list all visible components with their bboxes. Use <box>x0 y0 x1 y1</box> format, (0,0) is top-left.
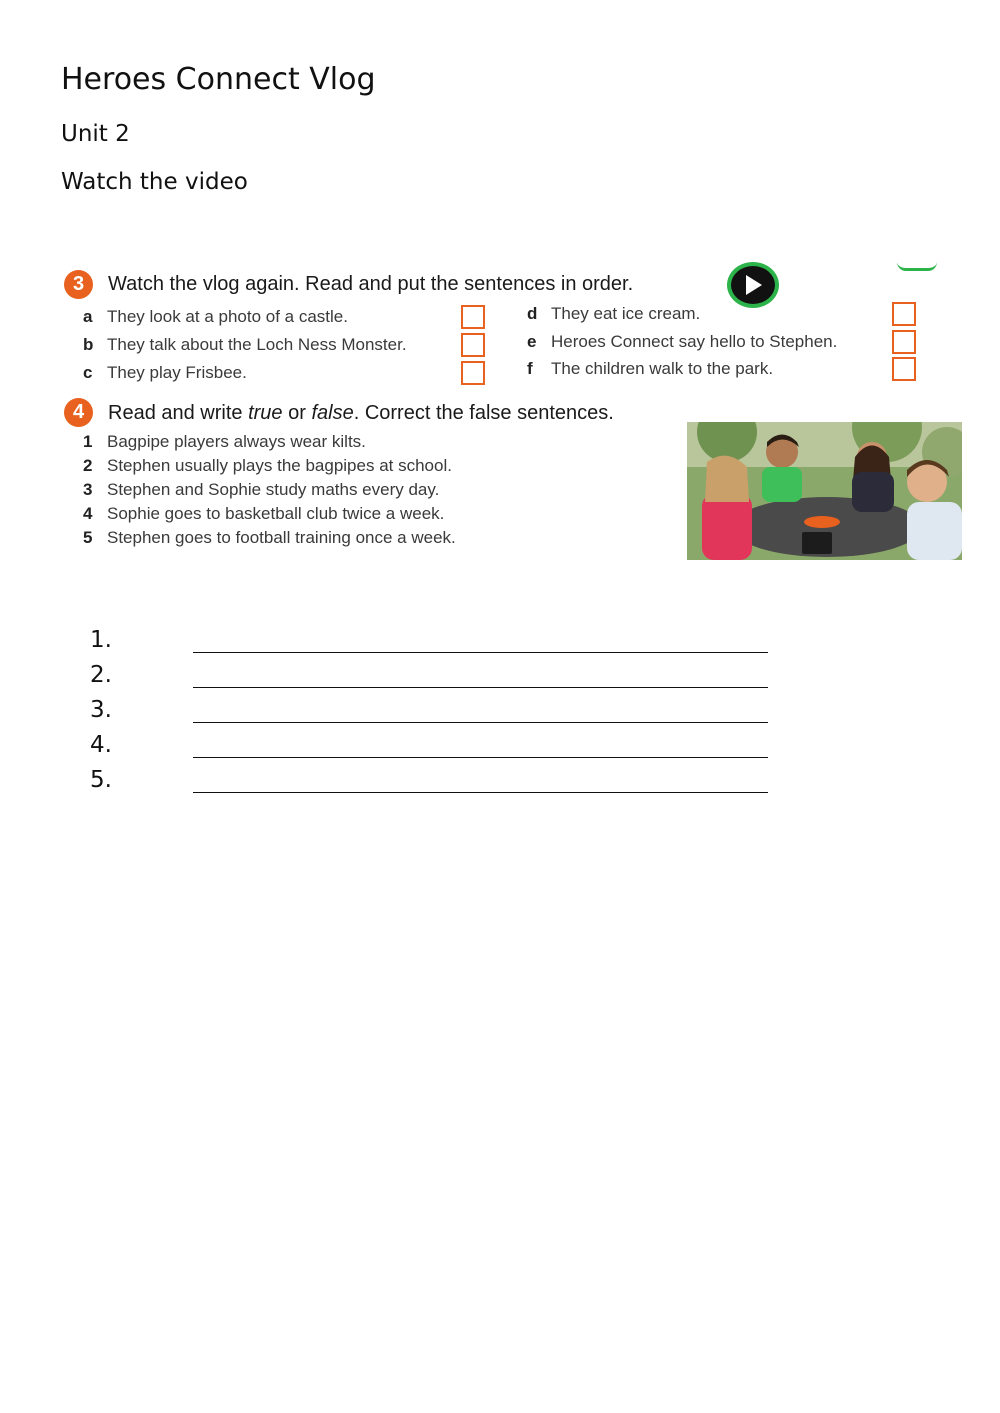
ex3-answer-box-c[interactable] <box>461 361 485 385</box>
ex3-item-text: They play Frisbee. <box>107 363 247 382</box>
ex4-item-text: Stephen and Sophie study maths every day. <box>107 480 440 499</box>
answer-row <box>90 659 790 694</box>
ex4-item-number: 3 <box>83 480 93 499</box>
answer-number: 3. <box>90 697 112 723</box>
answer-blank[interactable] <box>193 652 768 653</box>
answer-number: 5. <box>90 767 112 793</box>
answer-number: 2. <box>90 662 112 688</box>
ex3-item-text: They look at a photo of a castle. <box>107 307 348 326</box>
ex3-answer-box-a[interactable] <box>461 305 485 329</box>
ex3-answer-box-d[interactable] <box>892 302 916 326</box>
ex3-item-text: They eat ice cream. <box>551 304 701 323</box>
ex3-item-text: They talk about the Loch Ness Monster. <box>107 335 407 354</box>
answer-blank[interactable] <box>193 687 768 688</box>
ex3-item-text: The children walk to the park. <box>551 359 774 378</box>
instruction-text: Watch the video <box>61 169 248 195</box>
heading-part: or <box>282 402 312 424</box>
heading-false: false <box>311 402 354 424</box>
answer-blank[interactable] <box>193 757 768 758</box>
exercise-3-heading: Watch the vlog again. Read and put the sentences in order. <box>108 273 634 295</box>
ex4-item-text: Stephen usually plays the bagpipes at school. <box>107 456 452 475</box>
unit-label: Unit 2 <box>61 121 130 147</box>
answer-row <box>90 694 790 729</box>
ex4-item-number: 5 <box>83 528 93 547</box>
ex3-answer-box-e[interactable] <box>892 330 916 354</box>
heading-part: . Correct the false sentences. <box>353 402 614 424</box>
play-icon <box>742 273 764 297</box>
answer-row <box>90 764 790 799</box>
ex3-item-letter: d <box>527 304 538 323</box>
heading-true: true <box>248 402 283 424</box>
heading-part: Read and write <box>108 402 249 424</box>
answer-number: 4. <box>90 732 112 758</box>
ex4-item-number: 2 <box>83 456 93 475</box>
ex4-item-text: Bagpipe players always wear kilts. <box>107 432 366 451</box>
ex3-answer-box-b[interactable] <box>461 333 485 357</box>
ex3-item-letter: f <box>527 359 533 378</box>
ex3-answer-box-f[interactable] <box>892 357 916 381</box>
answer-row <box>90 729 790 764</box>
ex4-item-number: 4 <box>83 504 93 523</box>
answer-number: 1. <box>90 627 112 653</box>
ex4-item-text: Stephen goes to football training once a week. <box>107 528 456 547</box>
worksheet-title: Heroes Connect Vlog <box>61 62 376 97</box>
answer-row <box>90 624 790 659</box>
ex3-item-letter: a <box>83 307 93 326</box>
decorative-arc <box>897 262 937 271</box>
exercise-4-heading <box>108 402 614 425</box>
answer-blank[interactable] <box>193 792 768 793</box>
ex3-item-letter: e <box>527 332 537 351</box>
exercise-3-badge: 3 <box>64 270 93 299</box>
exercise-4-badge: 4 <box>64 398 93 427</box>
ex3-item-letter: c <box>83 363 93 382</box>
ex3-item-text: Heroes Connect say hello to Stephen. <box>551 332 838 351</box>
ex4-item-number: 1 <box>83 432 93 451</box>
textbook-exercise-image <box>61 262 962 560</box>
ex3-item-letter: b <box>83 335 94 354</box>
ex4-item-text: Sophie goes to basketball club twice a week. <box>107 504 445 523</box>
answer-blank[interactable] <box>193 722 768 723</box>
video-play-button[interactable] <box>727 262 779 308</box>
children-photo <box>687 422 962 560</box>
